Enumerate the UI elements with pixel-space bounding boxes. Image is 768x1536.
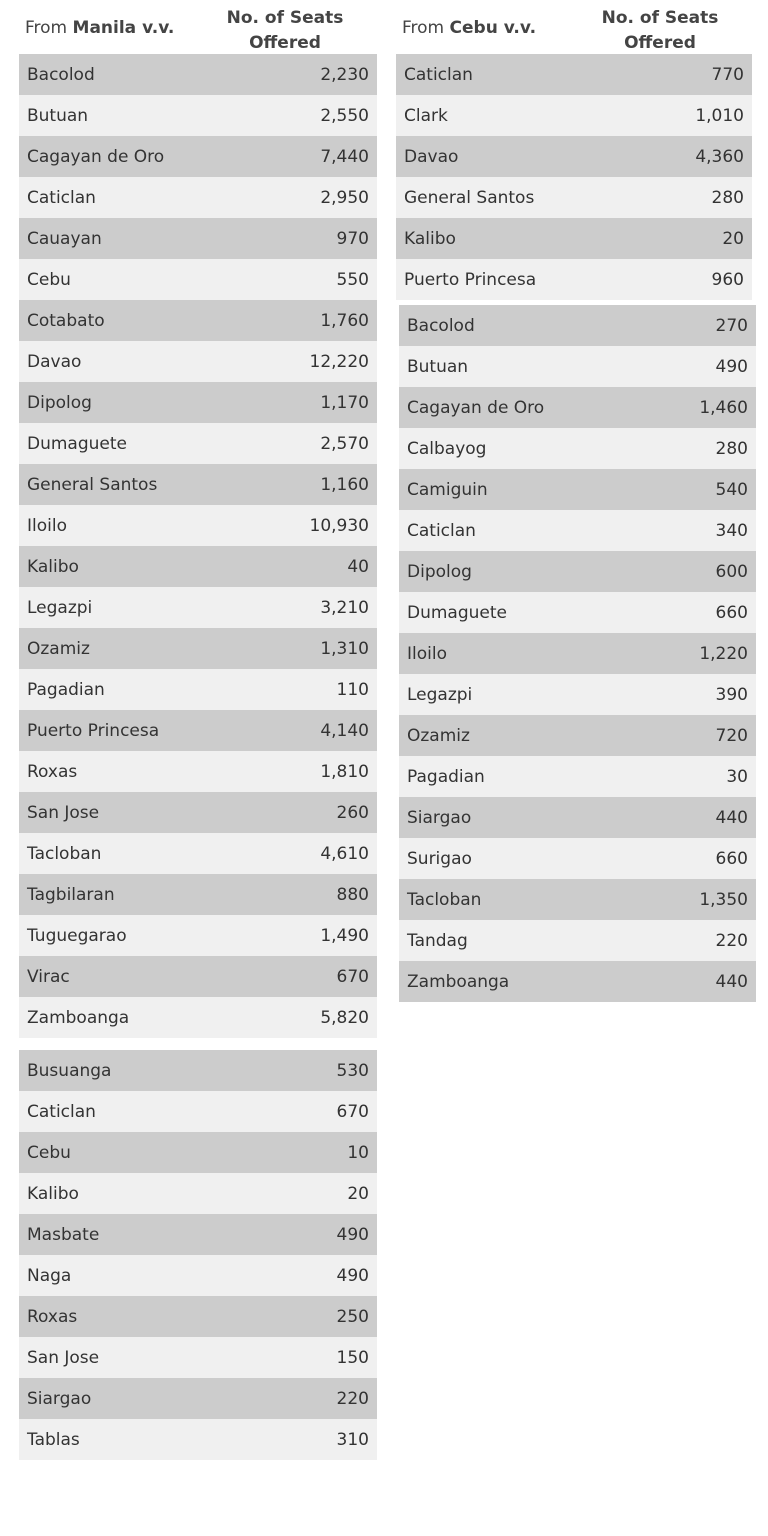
manila-city-cell: Tacloban xyxy=(27,843,102,864)
cebu-row xyxy=(399,387,756,428)
cebu-row xyxy=(399,797,756,838)
manila-seats-cell: 2,230 xyxy=(320,64,369,85)
manila-table-header xyxy=(19,0,377,54)
cebu-routes-table xyxy=(396,54,752,300)
cebu-seats-cell: 600 xyxy=(715,561,748,582)
manila-city-cell: Cotabato xyxy=(27,310,105,331)
manila-city-cell: General Santos xyxy=(27,474,158,495)
manila-row xyxy=(19,382,377,423)
manila-seats-cell: 530 xyxy=(336,1060,369,1081)
manila-row xyxy=(19,587,377,628)
manila-seats-cell: 150 xyxy=(336,1347,369,1368)
cebu-seats-cell: 440 xyxy=(715,807,748,828)
manila-seats-cell: 1,810 xyxy=(320,761,369,782)
manila-seats-cell: 40 xyxy=(347,556,369,577)
manila-seats-heading xyxy=(209,6,361,56)
manila-seats-cell: 670 xyxy=(336,966,369,987)
cebu-seats-cell: 30 xyxy=(726,766,748,787)
cebu-seats-heading-line1: No. of Seats xyxy=(601,8,719,28)
manila-city-cell: Virac xyxy=(27,966,70,987)
cebu-row xyxy=(396,259,752,300)
manila-seats-cell: 5,820 xyxy=(320,1007,369,1028)
cebu-row xyxy=(399,510,756,551)
manila-row xyxy=(19,1378,377,1419)
manila-row xyxy=(19,669,377,710)
cebu-row xyxy=(396,136,752,177)
cebu-seats-cell: 960 xyxy=(711,269,744,290)
manila-row xyxy=(19,505,377,546)
manila-city-cell: Roxas xyxy=(27,1306,78,1327)
cebu-table-header xyxy=(396,0,752,54)
manila-routes-table-2 xyxy=(19,1050,377,1460)
manila-city-cell: Naga xyxy=(27,1265,72,1286)
manila-table-section xyxy=(19,0,377,1460)
manila-city-cell: Pagadian xyxy=(27,679,105,700)
manila-row xyxy=(19,423,377,464)
manila-seats-cell: 20 xyxy=(347,1183,369,1204)
manila-city-cell: Davao xyxy=(27,351,82,372)
cebu-seats-cell: 660 xyxy=(715,602,748,623)
manila-city-cell: Ozamiz xyxy=(27,638,90,659)
manila-row xyxy=(19,136,377,177)
cebu-seats-cell: 390 xyxy=(715,684,748,705)
cebu-row xyxy=(399,428,756,469)
cebu-city-cell: Tacloban xyxy=(407,889,482,910)
cebu-seats-heading xyxy=(584,6,736,56)
cebu-city-cell: Ozamiz xyxy=(407,725,470,746)
manila-row xyxy=(19,1173,377,1214)
manila-city-cell: Cebu xyxy=(27,1142,71,1163)
manila-row xyxy=(19,95,377,136)
manila-row xyxy=(19,54,377,95)
cebu-seats-cell: 4,360 xyxy=(695,146,744,167)
manila-city-cell: Dumaguete xyxy=(27,433,127,454)
manila-from-city: Manila v.v. xyxy=(72,18,175,38)
manila-row xyxy=(19,1132,377,1173)
manila-row xyxy=(19,628,377,669)
manila-seats-cell: 490 xyxy=(336,1224,369,1245)
cebu-seats-cell: 660 xyxy=(715,848,748,869)
manila-seats-cell: 2,550 xyxy=(320,105,369,126)
cebu-seats-cell: 720 xyxy=(715,725,748,746)
manila-city-cell: Caticlan xyxy=(27,187,96,208)
cebu-row xyxy=(399,469,756,510)
cebu-table-section-2 xyxy=(399,305,756,1002)
manila-city-cell: Cagayan de Oro xyxy=(27,146,165,167)
manila-seats-cell: 220 xyxy=(336,1388,369,1409)
cebu-row xyxy=(399,715,756,756)
manila-city-cell: Siargao xyxy=(27,1388,92,1409)
manila-city-cell: Puerto Princesa xyxy=(27,720,160,741)
manila-city-cell: Legazpi xyxy=(27,597,93,618)
manila-origin-heading xyxy=(25,18,174,38)
manila-row xyxy=(19,341,377,382)
manila-seats-heading-line1: No. of Seats xyxy=(226,8,344,28)
manila-city-cell: Busuanga xyxy=(27,1060,112,1081)
cebu-city-cell: Calbayog xyxy=(407,438,487,459)
manila-seats-cell: 260 xyxy=(336,802,369,823)
cebu-city-cell: Butuan xyxy=(407,356,469,377)
cebu-row xyxy=(399,838,756,879)
cebu-city-cell: Caticlan xyxy=(407,520,476,541)
manila-row xyxy=(19,751,377,792)
cebu-city-cell: Puerto Princesa xyxy=(404,269,537,290)
manila-city-cell: Cebu xyxy=(27,269,71,290)
manila-city-cell: Tagbilaran xyxy=(27,884,115,905)
manila-from-prefix: From xyxy=(25,18,73,38)
cebu-seats-cell: 1,010 xyxy=(695,105,744,126)
cebu-city-cell: Davao xyxy=(404,146,459,167)
cebu-table-section xyxy=(396,0,752,300)
manila-seats-cell: 310 xyxy=(336,1429,369,1450)
cebu-row xyxy=(399,961,756,1002)
cebu-city-cell: Clark xyxy=(404,105,448,126)
manila-seats-cell: 880 xyxy=(336,884,369,905)
manila-seats-cell: 670 xyxy=(336,1101,369,1122)
cebu-row xyxy=(396,218,752,259)
cebu-city-cell: Siargao xyxy=(407,807,472,828)
cebu-city-cell: Dumaguete xyxy=(407,602,507,623)
cebu-seats-cell: 340 xyxy=(715,520,748,541)
cebu-seats-cell: 1,220 xyxy=(699,643,748,664)
manila-row xyxy=(19,464,377,505)
manila-city-cell: Zamboanga xyxy=(27,1007,130,1028)
cebu-city-cell: Tandag xyxy=(407,930,468,951)
cebu-row xyxy=(399,674,756,715)
manila-row xyxy=(19,915,377,956)
manila-seats-cell: 1,760 xyxy=(320,310,369,331)
cebu-row xyxy=(399,346,756,387)
manila-seats-cell: 250 xyxy=(336,1306,369,1327)
manila-seats-cell: 10 xyxy=(347,1142,369,1163)
cebu-row xyxy=(399,305,756,346)
cebu-city-cell: Surigao xyxy=(407,848,472,869)
manila-row xyxy=(19,177,377,218)
manila-seats-cell: 2,950 xyxy=(320,187,369,208)
manila-seats-cell: 3,210 xyxy=(320,597,369,618)
manila-row xyxy=(19,1091,377,1132)
cebu-seats-cell: 280 xyxy=(715,438,748,459)
manila-city-cell: Tuguegarao xyxy=(27,925,127,946)
manila-seats-cell: 970 xyxy=(336,228,369,249)
manila-row xyxy=(19,259,377,300)
manila-city-cell: Tablas xyxy=(27,1429,80,1450)
manila-row xyxy=(19,792,377,833)
cebu-routes-table-2 xyxy=(399,305,756,1002)
manila-seats-heading-line2: Offered xyxy=(249,33,321,53)
cebu-seats-cell: 1,460 xyxy=(699,397,748,418)
cebu-city-cell: Caticlan xyxy=(404,64,473,85)
cebu-city-cell: Camiguin xyxy=(407,479,488,500)
manila-city-cell: San Jose xyxy=(27,802,100,823)
manila-row xyxy=(19,710,377,751)
cebu-seats-cell: 220 xyxy=(715,930,748,951)
cebu-row xyxy=(396,95,752,136)
manila-seats-cell: 490 xyxy=(336,1265,369,1286)
manila-routes-table xyxy=(19,54,377,1038)
cebu-city-cell: Iloilo xyxy=(407,643,447,664)
cebu-city-cell: Bacolod xyxy=(407,315,475,336)
manila-seats-cell: 2,570 xyxy=(320,433,369,454)
cebu-row xyxy=(399,633,756,674)
manila-city-cell: Dipolog xyxy=(27,392,92,413)
manila-row xyxy=(19,1255,377,1296)
cebu-row xyxy=(396,54,752,95)
cebu-seats-cell: 490 xyxy=(715,356,748,377)
manila-city-cell: Masbate xyxy=(27,1224,100,1245)
manila-row xyxy=(19,1337,377,1378)
manila-row xyxy=(19,546,377,587)
manila-city-cell: Roxas xyxy=(27,761,78,782)
manila-city-cell: Cauayan xyxy=(27,228,102,249)
manila-city-cell: San Jose xyxy=(27,1347,100,1368)
manila-city-cell: Iloilo xyxy=(27,515,67,536)
manila-row xyxy=(19,300,377,341)
cebu-seats-cell: 770 xyxy=(711,64,744,85)
cebu-city-cell: Pagadian xyxy=(407,766,485,787)
manila-row xyxy=(19,218,377,259)
manila-seats-cell: 1,490 xyxy=(320,925,369,946)
manila-row xyxy=(19,997,377,1038)
manila-row xyxy=(19,1214,377,1255)
cebu-seats-cell: 440 xyxy=(715,971,748,992)
manila-row xyxy=(19,833,377,874)
manila-row xyxy=(19,956,377,997)
manila-city-cell: Kalibo xyxy=(27,556,79,577)
manila-seats-cell: 4,140 xyxy=(320,720,369,741)
manila-city-cell: Butuan xyxy=(27,105,89,126)
cebu-city-cell: Legazpi xyxy=(407,684,473,705)
manila-seats-cell: 7,440 xyxy=(320,146,369,167)
cebu-origin-heading xyxy=(402,18,536,38)
cebu-city-cell: Zamboanga xyxy=(407,971,510,992)
manila-seats-cell: 550 xyxy=(336,269,369,290)
manila-row xyxy=(19,1419,377,1460)
cebu-from-city: Cebu v.v. xyxy=(449,18,537,38)
cebu-row xyxy=(399,879,756,920)
cebu-row xyxy=(396,177,752,218)
cebu-from-prefix: From xyxy=(402,18,450,38)
cebu-city-cell: Cagayan de Oro xyxy=(407,397,545,418)
manila-city-cell: Kalibo xyxy=(27,1183,79,1204)
manila-row xyxy=(19,874,377,915)
manila-city-cell: Caticlan xyxy=(27,1101,96,1122)
cebu-seats-cell: 20 xyxy=(722,228,744,249)
cebu-row xyxy=(399,551,756,592)
manila-seats-cell: 4,610 xyxy=(320,843,369,864)
manila-seats-cell: 1,170 xyxy=(320,392,369,413)
cebu-seats-cell: 1,350 xyxy=(699,889,748,910)
cebu-seats-cell: 540 xyxy=(715,479,748,500)
cebu-city-cell: Kalibo xyxy=(404,228,456,249)
manila-seats-cell: 12,220 xyxy=(309,351,369,372)
manila-seats-cell: 1,160 xyxy=(320,474,369,495)
cebu-city-cell: Dipolog xyxy=(407,561,472,582)
manila-seats-cell: 110 xyxy=(336,679,369,700)
cebu-seats-cell: 280 xyxy=(711,187,744,208)
cebu-city-cell: General Santos xyxy=(404,187,535,208)
cebu-row xyxy=(399,756,756,797)
manila-row xyxy=(19,1050,377,1091)
cebu-seats-heading-line2: Offered xyxy=(624,33,696,53)
cebu-row xyxy=(399,920,756,961)
manila-row xyxy=(19,1296,377,1337)
manila-seats-cell: 1,310 xyxy=(320,638,369,659)
manila-seats-cell: 10,930 xyxy=(309,515,369,536)
manila-city-cell: Bacolod xyxy=(27,64,95,85)
cebu-row xyxy=(399,592,756,633)
cebu-seats-cell: 270 xyxy=(715,315,748,336)
